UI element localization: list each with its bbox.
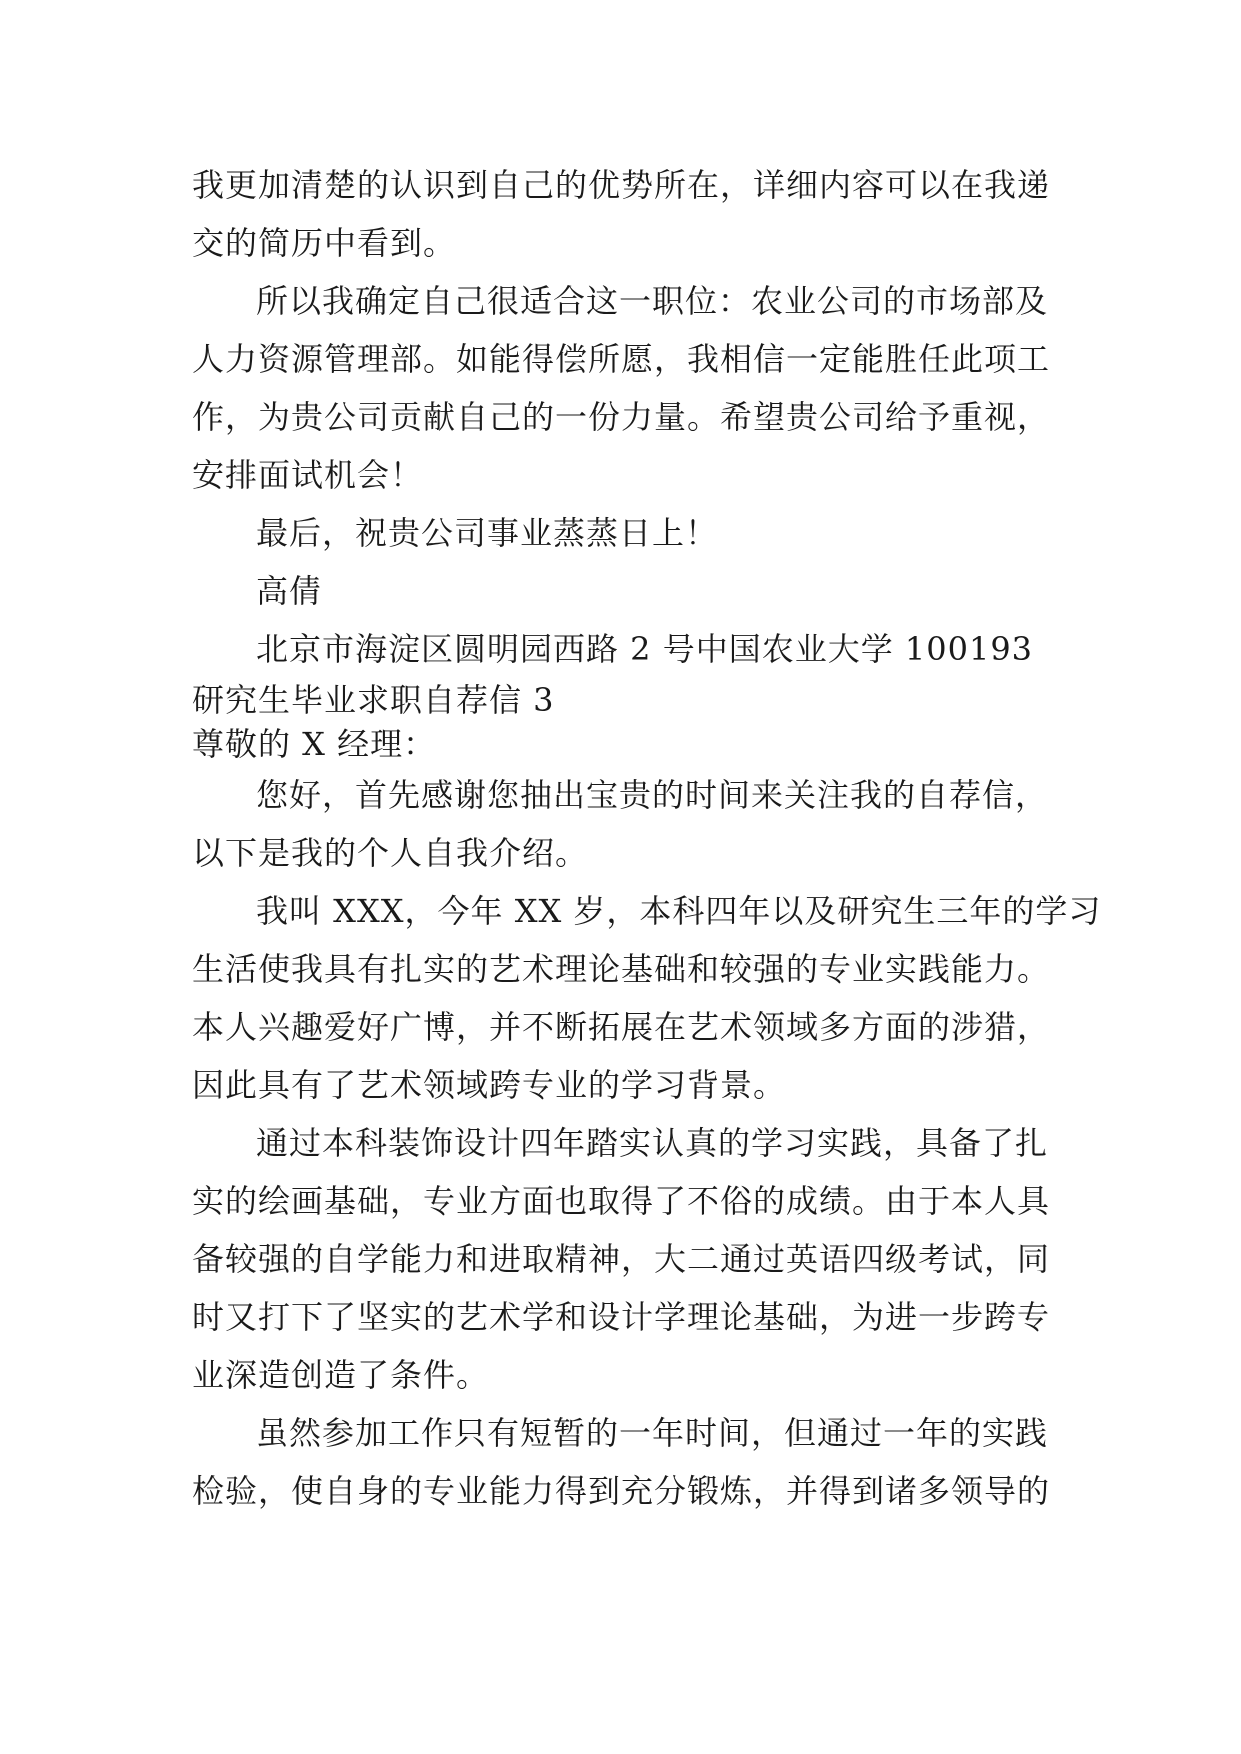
section-title: 研究生毕业求职自荐信 3: [192, 681, 555, 719]
text-line: 因此具有了艺术领域跨专业的学习背景。: [192, 1066, 787, 1104]
text-line: 安排面试机会！: [192, 456, 424, 494]
text-line: 所以我确定自己很适合这一职位：农业公司的市场部及: [256, 282, 1049, 320]
text-line: 以下是我的个人自我介绍。: [192, 834, 589, 872]
document-body: [192, 156, 1102, 1520]
text-line: 人力资源管理部。如能得偿所愿，我相信一定能胜任此项工: [192, 340, 1051, 378]
text-line: 时又打下了坚实的艺术学和设计学理论基础，为进一步跨专: [192, 1298, 1051, 1336]
text-line: 检验，使自身的专业能力得到充分锻炼，并得到诸多领导的: [192, 1472, 1051, 1510]
text-line: 最后，祝贵公司事业蒸蒸日上！: [256, 514, 719, 552]
signature-address: 北京市海淀区圆明园西路 2 号中国农业大学 100193: [256, 630, 1034, 668]
salutation: 尊敬的 X 经理：: [192, 725, 437, 763]
text-line: 生活使我具有扎实的艺术理论基础和较强的专业实践能力。: [192, 950, 1051, 988]
text-line: 虽然参加工作只有短暂的一年时间，但通过一年的实践: [256, 1414, 1049, 1452]
signature-name: 高倩: [256, 572, 323, 610]
text-line: 您好，首先感谢您抽出宝贵的时间来关注我的自荐信，: [256, 776, 1049, 814]
text-line: 交的简历中看到。: [192, 224, 457, 262]
text-line: 业深造创造了条件。: [192, 1356, 490, 1394]
text-line: 我叫 XXX，今年 XX 岁，本科四年以及研究生三年的学习: [256, 892, 1102, 930]
text-line: 本人兴趣爱好广博，并不断拓展在艺术领域多方面的涉猎，: [192, 1008, 1051, 1046]
text-line: 通过本科装饰设计四年踏实认真的学习实践，具备了扎: [256, 1124, 1049, 1162]
text-line: 作，为贵公司贡献自己的一份力量。希望贵公司给予重视，: [192, 398, 1051, 436]
text-line: 备较强的自学能力和进取精神，大二通过英语四级考试，同: [192, 1240, 1051, 1278]
text-line: 实的绘画基础，专业方面也取得了不俗的成绩。由于本人具: [192, 1182, 1051, 1220]
text-line: 我更加清楚的认识到自己的优势所在，详细内容可以在我递: [192, 166, 1051, 204]
